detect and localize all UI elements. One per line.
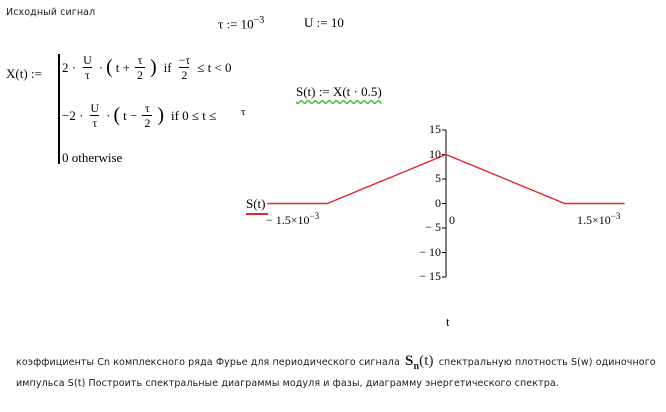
- footer-line-1: [16, 353, 656, 372]
- footer-sub-n: n: [413, 361, 420, 372]
- row2-frac2-den: 2: [144, 116, 151, 130]
- y-tick-label: − 15: [419, 269, 441, 283]
- row1-frac-num: U: [83, 53, 92, 67]
- footer-line1-a: коэффициенты Cn комплексного ряда Фурье для периодического сигнала: [16, 357, 400, 368]
- x-max-label: [577, 211, 620, 228]
- row2-frac-den: τ: [92, 116, 98, 130]
- x-min-label: [266, 211, 319, 228]
- x-zero-label: 0: [449, 213, 455, 227]
- row2-t-minus: t −: [123, 107, 138, 123]
- row1-rparen: ): [149, 56, 157, 78]
- row1-cond-den: 2: [181, 68, 188, 82]
- footer-s: S: [405, 353, 414, 369]
- y-tick-label: 5: [435, 171, 441, 185]
- x-max-exponent: −3: [610, 211, 621, 221]
- tau-def-text: τ := 10: [218, 16, 254, 32]
- y-tick-label: − 10: [419, 244, 441, 259]
- legend-label: S(t): [246, 196, 266, 211]
- y-tick-label: 10: [429, 146, 441, 161]
- footer-line1-b: спектральную плотность S(w) одиночного: [438, 357, 656, 368]
- row2-cond: if 0 ≤ t ≤: [170, 107, 217, 123]
- header-label: Исходный сигнал: [6, 7, 96, 18]
- s-definition-text: S(t) := X(t · 0.5): [296, 84, 382, 99]
- row1-if: if: [163, 59, 172, 75]
- piecewise-row-3: 0 otherwise: [62, 150, 123, 165]
- row1-dot: ·: [98, 59, 104, 75]
- u-definition: U := 10: [304, 15, 344, 30]
- row1-cond-rest: ≤ t < 0: [197, 59, 232, 75]
- x-lhs: X(t) :=: [6, 66, 42, 81]
- y-tick-label: 15: [429, 122, 441, 136]
- row1-coef: 2 ·: [62, 59, 77, 75]
- row2-dot: ·: [106, 107, 111, 123]
- row2-cond-tail: τ: [241, 106, 246, 118]
- row1-frac-den: τ: [85, 68, 90, 82]
- footer-sn: [405, 353, 434, 372]
- row2-frac-num: U: [90, 101, 100, 115]
- x-min-exponent: −3: [309, 211, 320, 221]
- footer-t: (t): [419, 353, 434, 369]
- row1-cond-num: −τ: [178, 53, 191, 67]
- x-max-mantissa: 1.5×10: [577, 213, 611, 227]
- row1-frac2-num: τ: [137, 53, 143, 67]
- y-tick-label: 0: [435, 195, 441, 210]
- row2-coef: −2 ·: [62, 107, 84, 123]
- y-tick-label: − 5: [425, 220, 441, 234]
- x-axis-title: t: [446, 314, 450, 329]
- row1-frac2-den: 2: [136, 68, 143, 82]
- row2-rparen: ): [157, 104, 164, 126]
- row2-lparen: (: [113, 104, 121, 126]
- x-min-mantissa: − 1.5×10: [266, 213, 310, 227]
- footer-line-2: импульса S(t) Построить спектральные диаграммы модуля и фазы, диаграмму энергетического спектра.: [16, 378, 559, 389]
- row1-lparen: (: [106, 56, 113, 78]
- row1-t-plus: t +: [115, 59, 130, 75]
- tau-exponent: −3: [253, 15, 265, 26]
- row2-frac2-num: τ: [144, 101, 150, 115]
